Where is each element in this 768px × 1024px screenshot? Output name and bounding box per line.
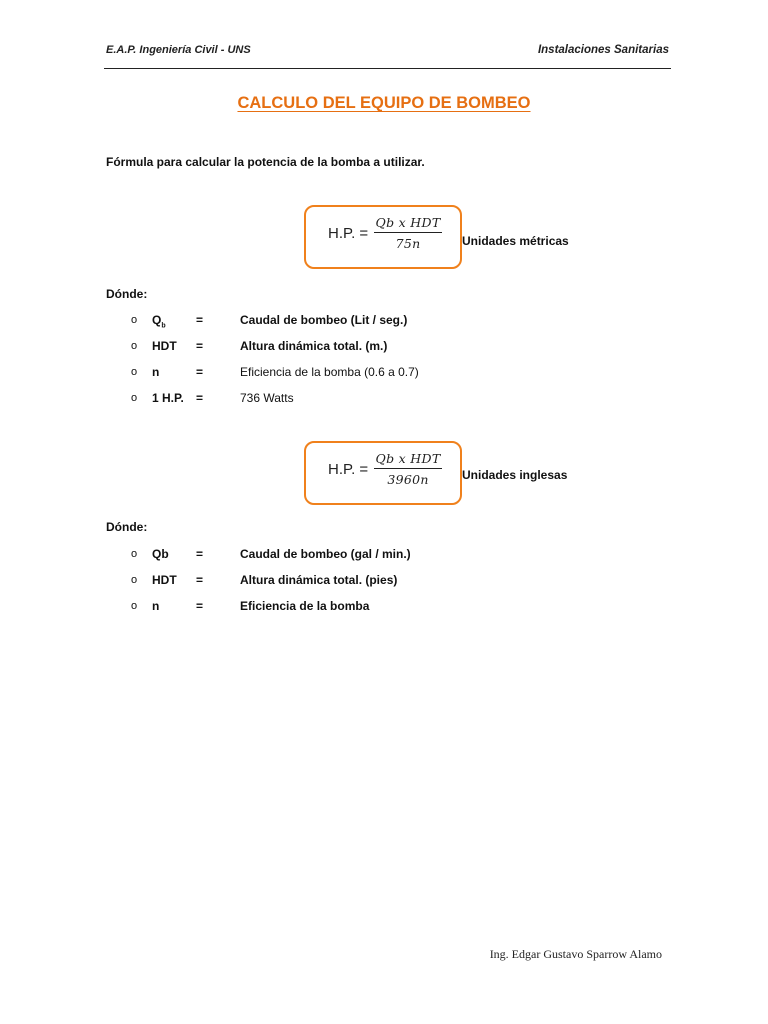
english-variable-list (0, 547, 768, 625)
list-item (0, 573, 768, 599)
variable-symbol: HDT (152, 339, 177, 353)
units-metric-label: Unidades métricas (462, 234, 569, 248)
equals-sign: = (196, 365, 204, 379)
page-footer-author: Ing. Edgar Gustavo Sparrow Alamo (489, 947, 662, 961)
list-item (0, 599, 768, 625)
variable-description: Caudal de bombeo (gal / min.) (240, 547, 411, 561)
variable-description: Caudal de bombeo (Lit / seg.) (240, 313, 408, 327)
list-item (0, 547, 768, 573)
equals-sign: = (196, 313, 204, 327)
formula-lhs: H.P. = (328, 461, 369, 478)
variable-symbol: n (152, 365, 160, 379)
list-item (0, 339, 768, 365)
equals-sign: = (196, 599, 204, 613)
units-english-label: Unidades inglesas (462, 468, 568, 482)
bullet-icon: o (131, 340, 138, 352)
donde-label-metric: Dónde: (106, 287, 148, 301)
page-header (104, 44, 671, 69)
list-item (0, 391, 768, 417)
equals-sign: = (196, 547, 204, 561)
formula-numerator: Qb x HDT (374, 215, 442, 233)
formula-lhs: H.P. = (328, 225, 369, 242)
formula-box-english (304, 441, 462, 505)
bullet-icon: o (131, 548, 138, 560)
variable-description: Eficiencia de la bomba (0.6 a 0.7) (240, 365, 419, 379)
formula-box-metric (304, 205, 462, 269)
equals-sign: = (196, 391, 204, 405)
list-item (0, 313, 768, 339)
variable-symbol: n (152, 599, 160, 613)
variable-description: Altura dinámica total. (m.) (240, 339, 388, 353)
equals-sign: = (196, 573, 204, 587)
formula-numerator: Qb x HDT (374, 451, 442, 469)
page-title: CALCULO DEL EQUIPO DE BOMBEO (237, 94, 531, 112)
bullet-icon: o (131, 574, 138, 586)
formula-fraction (374, 215, 442, 251)
equals-sign: = (196, 339, 204, 353)
variable-symbol: 1 H.P. (152, 391, 184, 405)
variable-symbol: Qb (152, 547, 169, 561)
formula-denominator: 3960n (387, 472, 429, 487)
variable-symbol: HDT (152, 573, 177, 587)
variable-description: Eficiencia de la bomba (240, 599, 370, 613)
list-item (0, 365, 768, 391)
metric-variable-list (0, 313, 768, 417)
bullet-icon: o (131, 392, 138, 404)
variable-description: Altura dinámica total. (pies) (240, 573, 398, 587)
formula-fraction (374, 451, 442, 487)
bullet-icon: o (131, 314, 138, 326)
variable-description: 736 Watts (240, 391, 294, 405)
bullet-icon: o (131, 600, 138, 612)
variable-symbol: $Q_b$ (152, 313, 166, 330)
variable-subscript: b (161, 322, 166, 330)
bullet-icon: o (131, 366, 138, 378)
donde-label-english: Dónde: (106, 520, 148, 534)
formula-denominator: 75n (395, 236, 421, 251)
header-right-text: Instalaciones Sanitarias (537, 44, 669, 56)
intro-text: Fórmula para calcular la potencia de la bomba a utilizar. (106, 155, 425, 169)
header-left-text: E.A.P. Ingeniería Civil - UNS (106, 44, 251, 56)
